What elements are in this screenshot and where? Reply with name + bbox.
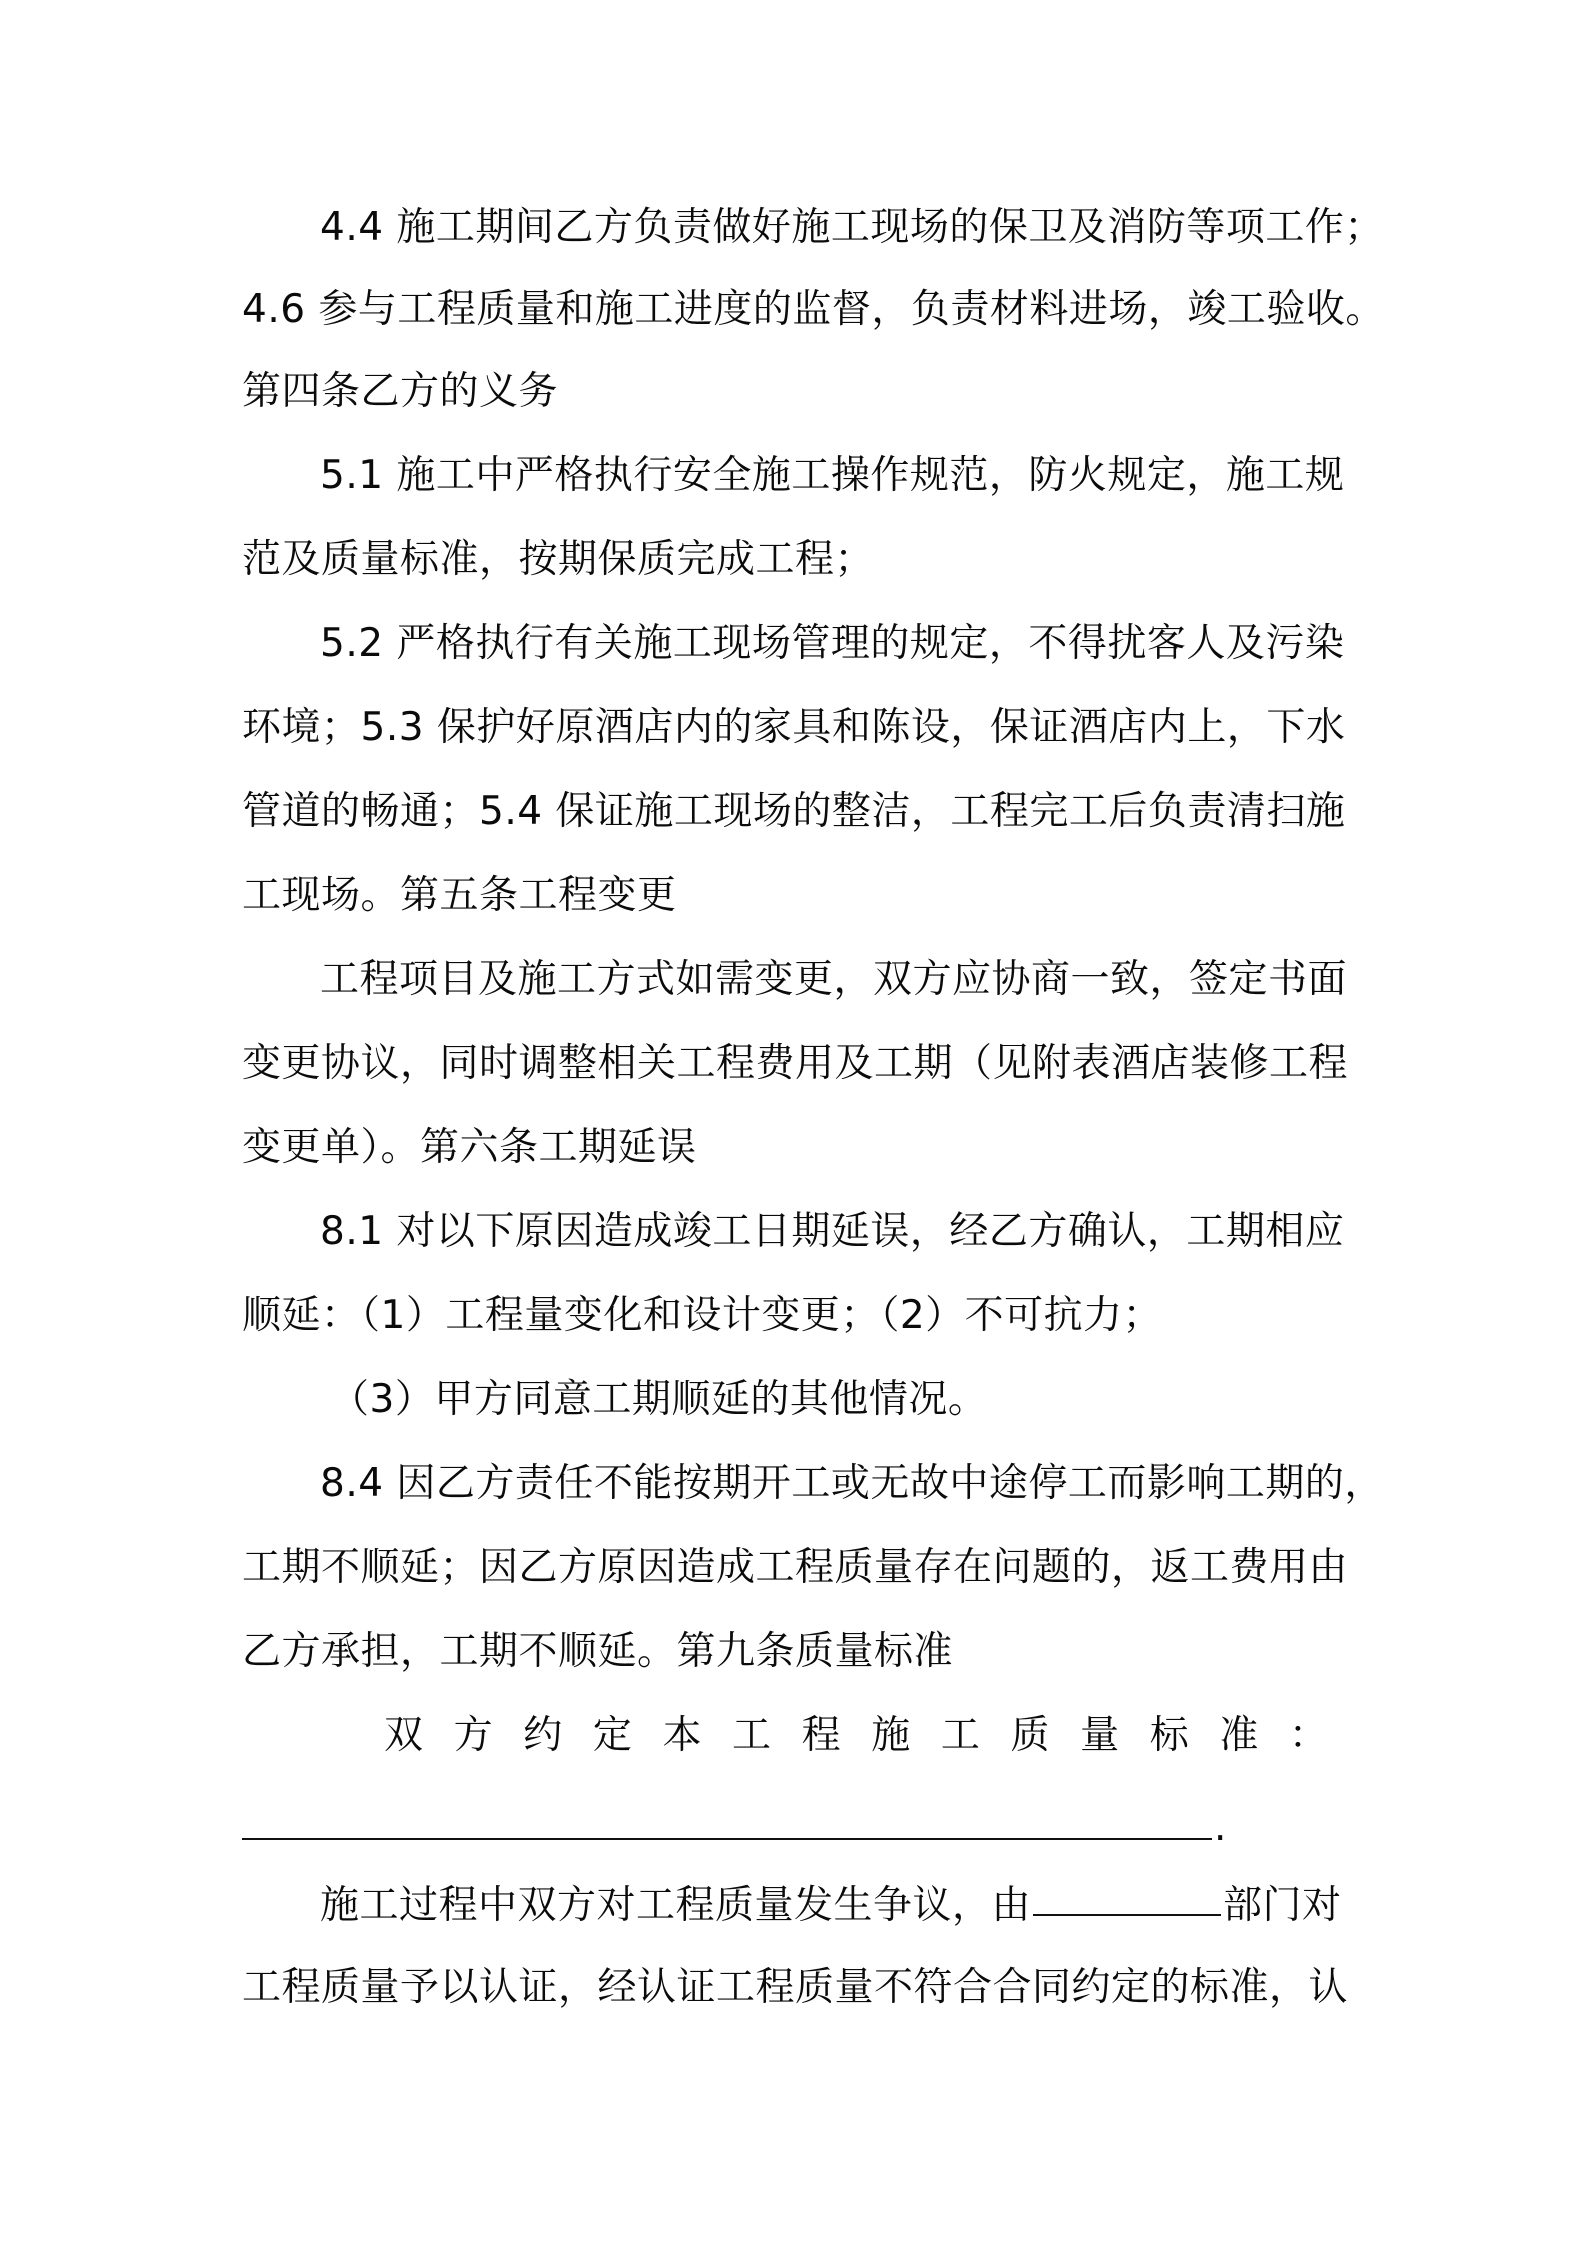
dispute-text-end: 部门对 [1223, 1883, 1342, 1928]
paragraph-line-change-cont: 变更协议，同时调整相关工程费用及工期（见附表酒店装修工程 [242, 1041, 1349, 1086]
spread-char: 约 [523, 1713, 563, 1758]
spread-char: 方 [453, 1713, 493, 1758]
paragraph-line-certification: 工程质量予以认证，经认证工程质量不符合合同约定的标准，认 [242, 1965, 1349, 2010]
spread-char: 定 [592, 1713, 632, 1758]
paragraph-line-8-4: 8.4 因乙方责任不能按期开工或无故中途停工而影响工期的， [320, 1461, 1384, 1506]
spread-char: 施 [871, 1713, 911, 1758]
section-heading-article-4: 第四条乙方的义务 [242, 369, 559, 414]
department-blank [1033, 1874, 1221, 1916]
paragraph-line-5-2: 5.2 严格执行有关施工现场管理的规定，不得扰客人及污染 [320, 621, 1345, 666]
spread-char: 工 [940, 1713, 980, 1758]
spread-char: 工 [732, 1713, 772, 1758]
spread-char: 质 [1010, 1713, 1050, 1758]
paragraph-line-dispute [320, 1876, 1342, 1932]
paragraph-line-4-4: 4.4 施工期间乙方负责做好施工现场的保卫及消防等项工作； [320, 205, 1384, 250]
blank-line-period: . [1214, 1805, 1227, 1850]
paragraph-line-4-6: 4.6 参与工程质量和施工进度的监督，负责材料进场，竣工验收。 [242, 287, 1385, 332]
quality-standard-line [384, 1708, 1328, 1764]
spread-char: 准 [1219, 1713, 1259, 1758]
fill-in-blank-line [242, 1838, 1212, 1840]
paragraph-line-8-1-cont: 顺延：（1）工程量变化和设计变更；（2）不可抗力； [242, 1293, 1163, 1338]
spread-char: 标 [1149, 1713, 1189, 1758]
paragraph-line-change: 工程项目及施工方式如需变更，双方应协商一致，签定书面 [320, 957, 1348, 1002]
spread-char: 本 [662, 1713, 702, 1758]
spread-char: 双 [384, 1713, 424, 1758]
paragraph-line-5-1-cont: 范及质量标准，按期保质完成工程； [242, 537, 875, 582]
paragraph-line-5-1: 5.1 施工中严格执行安全施工操作规范，防火规定，施工规 [320, 453, 1345, 498]
paragraph-line-8-1-item3: （3）甲方同意工期顺延的其他情况。 [330, 1377, 988, 1422]
paragraph-line-5-4: 管道的畅通；5.4 保证施工现场的整洁，工程完工后负责清扫施 [242, 789, 1346, 834]
section-heading-article-5: 工现场。第五条工程变更 [242, 873, 677, 918]
section-heading-article-6: 变更单）。第六条工期延误 [242, 1125, 697, 1170]
paragraph-line-5-3: 环境；5.3 保护好原酒店内的家具和陈设，保证酒店内上，下水 [242, 705, 1346, 750]
spread-char: 量 [1080, 1713, 1120, 1758]
paragraph-line-8-1: 8.1 对以下原因造成竣工日期延误，经乙方确认，工期相应 [320, 1209, 1345, 1254]
spread-char: ： [1288, 1713, 1328, 1758]
dispute-text-start: 施工过程中双方对工程质量发生争议，由 [320, 1883, 1032, 1928]
section-heading-article-9: 乙方承担，工期不顺延。第九条质量标准 [242, 1629, 954, 1674]
spread-char: 程 [801, 1713, 841, 1758]
paragraph-line-8-4-cont: 工期不顺延；因乙方原因造成工程质量存在问题的，返工费用由 [242, 1545, 1349, 1590]
